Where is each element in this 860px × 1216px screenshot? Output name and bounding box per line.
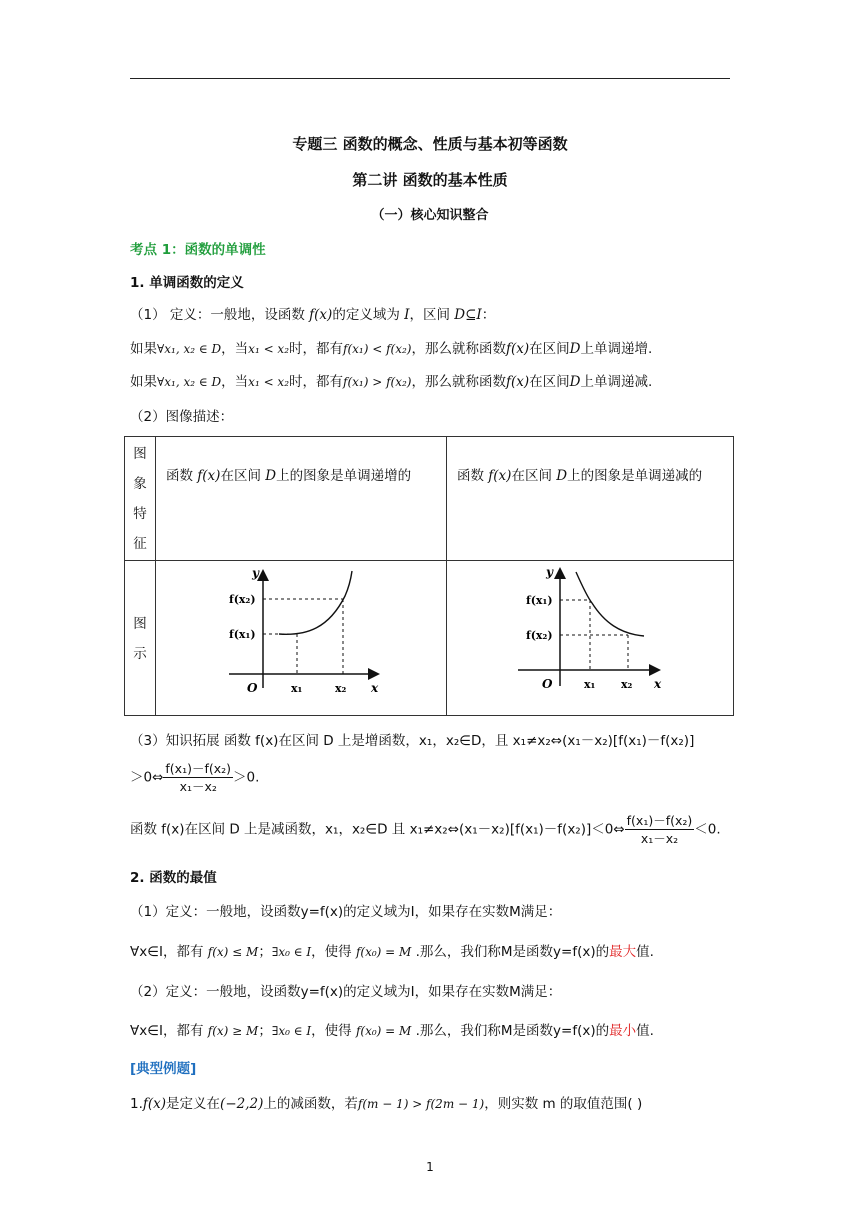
- math: f(x): [197, 468, 221, 484]
- highlight-max: 最大: [609, 944, 637, 960]
- fx1-label: f(x₁): [526, 594, 553, 607]
- text: ：: [481, 307, 496, 323]
- math: f(x) ≤ M: [207, 945, 259, 959]
- sub-heading-definition: 1. 单调函数的定义: [130, 275, 244, 291]
- text: 上单调递减.: [580, 374, 653, 390]
- min-condition: [130, 1019, 654, 1039]
- text: 值.: [636, 1023, 654, 1039]
- difference-quotient: [625, 812, 695, 847]
- text: 函数 f(x)在区间 D 上是减函数，x₁，x₂∈D 且 x₁≠x₂⇔(x₁－x₂)[f(x₁)－f(x₂)]＜0⇔: [130, 821, 625, 838]
- text: 时，都有: [289, 374, 344, 390]
- math: f(x): [505, 341, 530, 357]
- x1-label: x₁: [291, 682, 303, 695]
- question-number: 1.: [130, 1096, 143, 1112]
- max-condition: [130, 940, 654, 960]
- text: 上的减函数，若: [263, 1096, 358, 1112]
- math: f(x): [505, 374, 530, 390]
- math: f(x₁) > f(x₂): [343, 375, 412, 389]
- text: 象: [133, 476, 147, 492]
- text: ，区间: [409, 307, 455, 323]
- text: 函数: [457, 468, 489, 484]
- math: x₁ < x₂: [248, 342, 290, 356]
- text: 特: [133, 506, 147, 522]
- text: 在区间: [529, 374, 570, 390]
- math: ∀x₁, x₂ ∈ D: [157, 342, 222, 356]
- text: 图: [133, 615, 147, 632]
- text: 是定义在: [166, 1096, 221, 1112]
- math: D: [569, 374, 581, 390]
- x2-label: x₂: [621, 678, 633, 691]
- x2-label: x₂: [335, 682, 347, 695]
- math: f(x₀) = M: [355, 1024, 412, 1038]
- text: 如果: [130, 374, 157, 390]
- decreasing-graph: [448, 562, 732, 710]
- numerator: f(x₁)－f(x₂): [626, 813, 693, 828]
- min-definition: （2）定义：一般地，设函数y=f(x)的定义域为I，如果存在实数M满足：: [130, 984, 562, 1000]
- math: (−2,2): [220, 1096, 264, 1112]
- increasing-graph-cell: [156, 561, 447, 716]
- definition-line: [130, 303, 495, 323]
- math: f(x₁) < f(x₂): [343, 342, 412, 356]
- extension-line-3: [130, 812, 721, 847]
- y-label: y: [546, 565, 553, 579]
- text: 的定义域为: [332, 307, 405, 323]
- math: ∃x₀ ∈ I: [271, 1024, 312, 1038]
- monotonic-feature-table: [124, 436, 734, 716]
- page-title: 专题三 函数的概念、性质与基本初等函数: [292, 135, 568, 153]
- topic1-heading: 考点 1：函数的单调性: [130, 242, 266, 258]
- text: 上的图象是单调递增的: [276, 468, 412, 484]
- math: f(x) ≥ M: [207, 1024, 259, 1038]
- text: ，使得: [311, 944, 356, 960]
- text: ＞0.: [233, 769, 260, 786]
- row-header-diagram: [125, 561, 156, 716]
- decreasing-graph-cell: [447, 561, 734, 716]
- text: 征: [133, 536, 147, 552]
- x-label: x: [371, 681, 379, 695]
- denominator: x₁－x₂: [179, 779, 217, 794]
- origin-label: O: [542, 677, 553, 691]
- text: 在区间: [511, 468, 557, 484]
- fx2-label: f(x₂): [229, 593, 256, 606]
- origin-label: O: [247, 681, 258, 695]
- text: .那么，我们称M是函数y=f(x)的: [411, 944, 610, 960]
- text: ；: [258, 1023, 272, 1039]
- decreasing-definition: [130, 370, 652, 390]
- section-title: （一）核心知识整合: [371, 208, 489, 223]
- text: 上单调递增.: [580, 341, 653, 357]
- difference-quotient: [163, 760, 233, 795]
- increasing-graph: [157, 562, 445, 710]
- denominator: x₁－x₂: [640, 831, 679, 846]
- fx1-label: f(x₁): [229, 628, 256, 641]
- math: f(x): [309, 307, 333, 323]
- text: ∀x∈I，都有: [130, 944, 208, 960]
- math: ∃x₀ ∈ I: [271, 945, 312, 959]
- text: （1） 定义：一般地，设函数: [130, 307, 310, 323]
- fx2-label: f(x₂): [526, 629, 553, 642]
- topic2-heading: 2. 函数的最值: [130, 870, 217, 886]
- extension-line-1: （3）知识拓展 函数 f(x)在区间 D 上是增函数，x₁，x₂∈D，且 x₁≠x₂⇔(x₁－x₂)[f(x₁)－f(x₂)]: [130, 733, 695, 749]
- increasing-curve: [279, 571, 352, 634]
- increasing-feature-cell: [156, 437, 447, 561]
- text: ，那么就称函数: [411, 341, 506, 357]
- math: f(x): [488, 468, 512, 484]
- decreasing-curve: [576, 572, 644, 636]
- text: ＞0⇔: [130, 769, 164, 786]
- math: I: [404, 307, 410, 323]
- extension-line-2: [130, 760, 259, 795]
- text: ，当: [221, 341, 249, 357]
- text: 时，都有: [289, 341, 344, 357]
- text: 图: [133, 446, 147, 462]
- text: 如果: [130, 341, 157, 357]
- increasing-definition: [130, 337, 652, 357]
- math: x₁ < x₂: [248, 375, 290, 389]
- text: 函数: [166, 468, 198, 484]
- text: ＜0.: [694, 821, 721, 838]
- math: f(x₀) = M: [355, 945, 412, 959]
- math: D: [556, 468, 568, 484]
- text: ；: [258, 944, 272, 960]
- text: ，则实数 m 的取值范围( ): [484, 1096, 643, 1112]
- math: D: [569, 341, 581, 357]
- x1-label: x₁: [584, 678, 596, 691]
- x-label: x: [654, 677, 662, 691]
- text: 在区间: [529, 341, 570, 357]
- text: ，那么就称函数: [411, 374, 506, 390]
- math: D⊆I: [454, 307, 482, 323]
- image-description-label: （2）图像描述：: [130, 409, 234, 425]
- decreasing-feature-cell: [447, 437, 734, 561]
- row-header-features: [125, 437, 156, 561]
- examples-heading: [典型例题]: [130, 1061, 197, 1077]
- text: 值.: [636, 944, 654, 960]
- y-label: y: [252, 566, 259, 580]
- math: ∀x₁, x₂ ∈ D: [157, 375, 222, 389]
- lecture-title: 第二讲 函数的基本性质: [352, 171, 508, 189]
- numerator: f(x₁)－f(x₂): [165, 761, 232, 776]
- math: f(m − 1) > f(2m − 1): [357, 1097, 485, 1111]
- highlight-min: 最小: [609, 1023, 637, 1039]
- max-definition: （1）定义：一般地，设函数y=f(x)的定义域为I，如果存在实数M满足：: [130, 904, 562, 920]
- math: f(x): [142, 1096, 167, 1112]
- text: 上的图象是单调递减的: [567, 468, 703, 484]
- example-question-1: [130, 1092, 642, 1112]
- text: ，当: [221, 374, 249, 390]
- page-number: 1: [426, 1160, 434, 1174]
- header-rule: [130, 78, 730, 79]
- text: 在区间: [220, 468, 266, 484]
- text: .那么，我们称M是函数y=f(x)的: [411, 1023, 610, 1039]
- text: 示: [133, 645, 147, 662]
- hidden-guide: [576, 572, 647, 636]
- text: ∀x∈I，都有: [130, 1023, 208, 1039]
- math: D: [265, 468, 277, 484]
- text: ，使得: [311, 1023, 356, 1039]
